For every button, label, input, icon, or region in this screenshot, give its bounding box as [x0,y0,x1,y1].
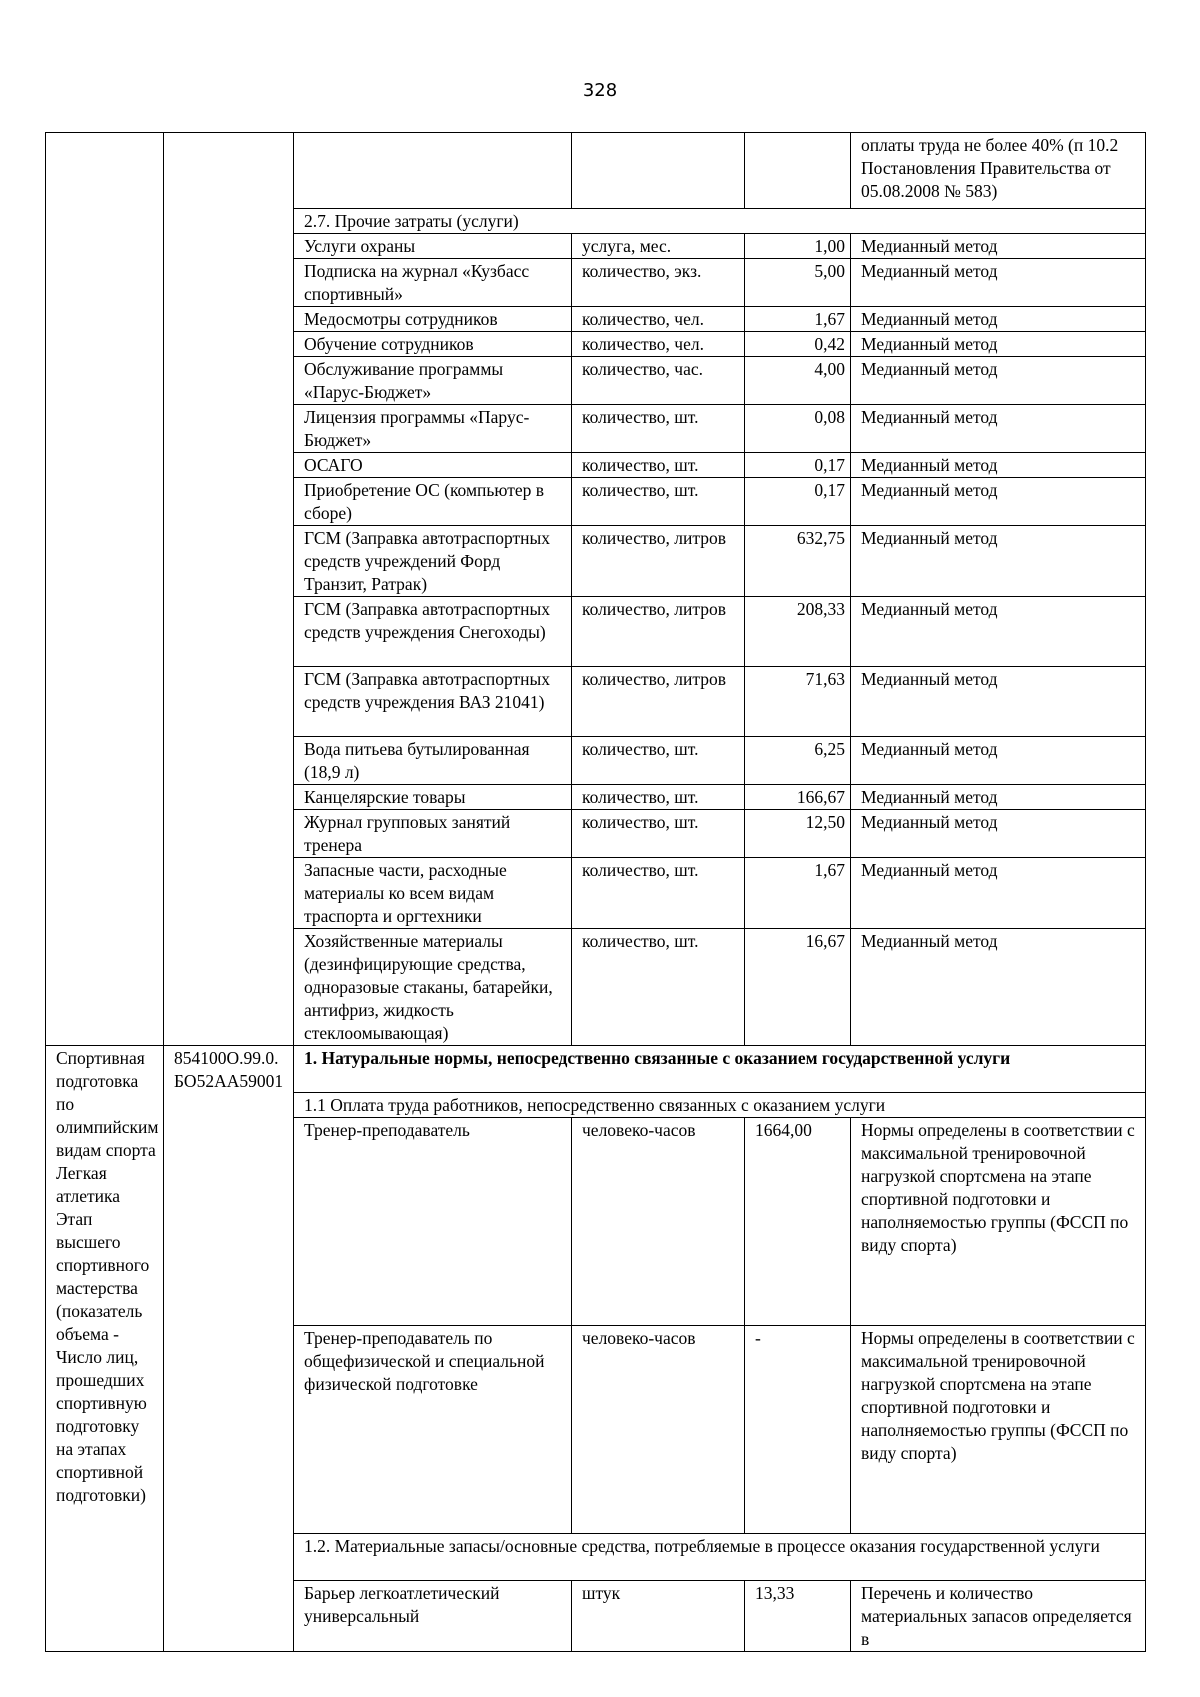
row-method: Медианный метод [851,405,1146,453]
row-name: ГСМ (Заправка автотраспортных средств учреждения Снегоходы) [294,597,572,667]
row-name: Лицензия программы «Парус-Бюджет» [294,405,572,453]
section-1-title: 1. Натуральные нормы, непосредственно связанные с оказанием государственной услуги [294,1046,1146,1093]
row-name: Барьер легкоатлетический универсальный [294,1581,572,1652]
service-name-cell-prev [46,133,164,1046]
section-1-1-title: 1.1 Оплата труда работников, непосредственно связанных с оказанием услуги [294,1093,1146,1118]
row-unit: количество, шт. [572,858,745,929]
row-value: 0,42 [745,332,851,357]
row-name: Тренер-преподаватель [294,1118,572,1326]
row-method: Нормы определены в соответствии с максимальной тренировочной нагрузкой спортсмена на этапе спортивной подготовки и наполняемостью группы (ФССП по виду спорта) [851,1326,1146,1534]
page-number: 328 [582,80,618,101]
row-method: Медианный метод [851,929,1146,1046]
row-name: Запасные части, расходные материалы ко всем видам траспорта и оргтехники [294,858,572,929]
row-unit: количество, шт. [572,929,745,1046]
row-value: 632,75 [745,526,851,597]
row-value: 1,67 [745,307,851,332]
row-name: Услуги охраны [294,234,572,259]
row-method: Медианный метод [851,453,1146,478]
row-method: Медианный метод [851,785,1146,810]
row-unit: количество, литров [572,526,745,597]
row-method: Медианный метод [851,259,1146,307]
row-method: Медианный метод [851,478,1146,526]
top-note: оплаты труда не более 40% (п 10.2 Постановления Правительства от 05.08.2008 № 583) [851,133,1146,209]
table-row [46,133,1146,209]
row-unit: количество, чел. [572,307,745,332]
row-unit: количество, экз. [572,259,745,307]
row-name: Журнал групповых занятий тренера [294,810,572,858]
row-unit: штук [572,1581,745,1652]
row-name: Тренер-преподаватель по общефизической и специальной физической подготовке [294,1326,572,1534]
row-name: ГСМ (Заправка автотраспортных средств учреждения ВАЗ 21041) [294,667,572,737]
row-unit: количество, шт. [572,453,745,478]
row-method: Медианный метод [851,357,1146,405]
row-value: 6,25 [745,737,851,785]
row-name: Подписка на журнал «Кузбасс спортивный» [294,259,572,307]
row-method: Медианный метод [851,810,1146,858]
row-method: Медианный метод [851,307,1146,332]
row-name: Канцелярские товары [294,785,572,810]
row-value: 0,17 [745,453,851,478]
row-value: 16,67 [745,929,851,1046]
row-value: 208,33 [745,597,851,667]
row-method: Медианный метод [851,526,1146,597]
row-name: ГСМ (Заправка автотраспортных средств учреждений Форд Транзит, Ратрак) [294,526,572,597]
row-method: Медианный метод [851,332,1146,357]
row-unit: количество, шт. [572,478,745,526]
unit-cell [572,133,745,209]
row-name: ОСАГО [294,453,572,478]
row-value: 1,67 [745,858,851,929]
row-unit: количество, шт. [572,785,745,810]
row-value: 0,08 [745,405,851,453]
section-1-2-title: 1.2. Материальные запасы/основные средства, потребляемые в процессе оказания государственной услуги [294,1534,1146,1581]
row-value: 4,00 [745,357,851,405]
service-name: Спортивная подготовка по олимпийским видам спорта Легкая атлетика Этап высшего спортивного мастерства (показатель объема - Число лиц, прошедших спортивную подготовку на этапах спортивной подготовки) [46,1046,164,1652]
section-2-7-title: 2.7. Прочие затраты (услуги) [294,209,1146,234]
row-method: Медианный метод [851,234,1146,259]
row-unit: количество, литров [572,597,745,667]
row-unit: количество, шт. [572,405,745,453]
row-unit: услуга, мес. [572,234,745,259]
row-value: 5,00 [745,259,851,307]
row-unit: количество, чел. [572,332,745,357]
row-unit: количество, литров [572,667,745,737]
row-value: 166,67 [745,785,851,810]
norms-table [45,132,1146,1652]
row-method: Нормы определены в соответствии с максимальной тренировочной нагрузкой спортсмена на этапе спортивной подготовки и наполняемостью группы (ФССП по виду спорта) [851,1118,1146,1326]
row-name: Хозяйственные материалы (дезинфицирующие средства, одноразовые стаканы, батарейки, антифриз, жидкость стеклоомывающая) [294,929,572,1046]
row-method: Медианный метод [851,597,1146,667]
row-value: 12,50 [745,810,851,858]
row-value: 13,33 [745,1581,851,1652]
row-name: Обучение сотрудников [294,332,572,357]
row-unit: количество, шт. [572,737,745,785]
value-cell [745,133,851,209]
name-cell [294,133,572,209]
row-unit: человеко-часов [572,1326,745,1534]
row-method: Медианный метод [851,667,1146,737]
row-name: Медосмотры сотрудников [294,307,572,332]
row-unit: количество, час. [572,357,745,405]
row-value: 0,17 [745,478,851,526]
row-unit: количество, шт. [572,810,745,858]
row-name: Приобретение ОС (компьютер в сборе) [294,478,572,526]
row-value: - [745,1326,851,1534]
service-code-cell-prev [164,133,294,1046]
row-value: 1,00 [745,234,851,259]
row-method: Медианный метод [851,737,1146,785]
section-header-row [46,1046,1146,1093]
row-value: 1664,00 [745,1118,851,1326]
row-method: Перечень и количество материальных запасов определяется в [851,1581,1146,1652]
row-value: 71,63 [745,667,851,737]
row-unit: человеко-часов [572,1118,745,1326]
row-method: Медианный метод [851,858,1146,929]
service-code: 854100О.99.0.БО52АА59001 [164,1046,294,1652]
row-name: Вода питьева бутылированная (18,9 л) [294,737,572,785]
row-name: Обслуживание программы «Парус-Бюджет» [294,357,572,405]
